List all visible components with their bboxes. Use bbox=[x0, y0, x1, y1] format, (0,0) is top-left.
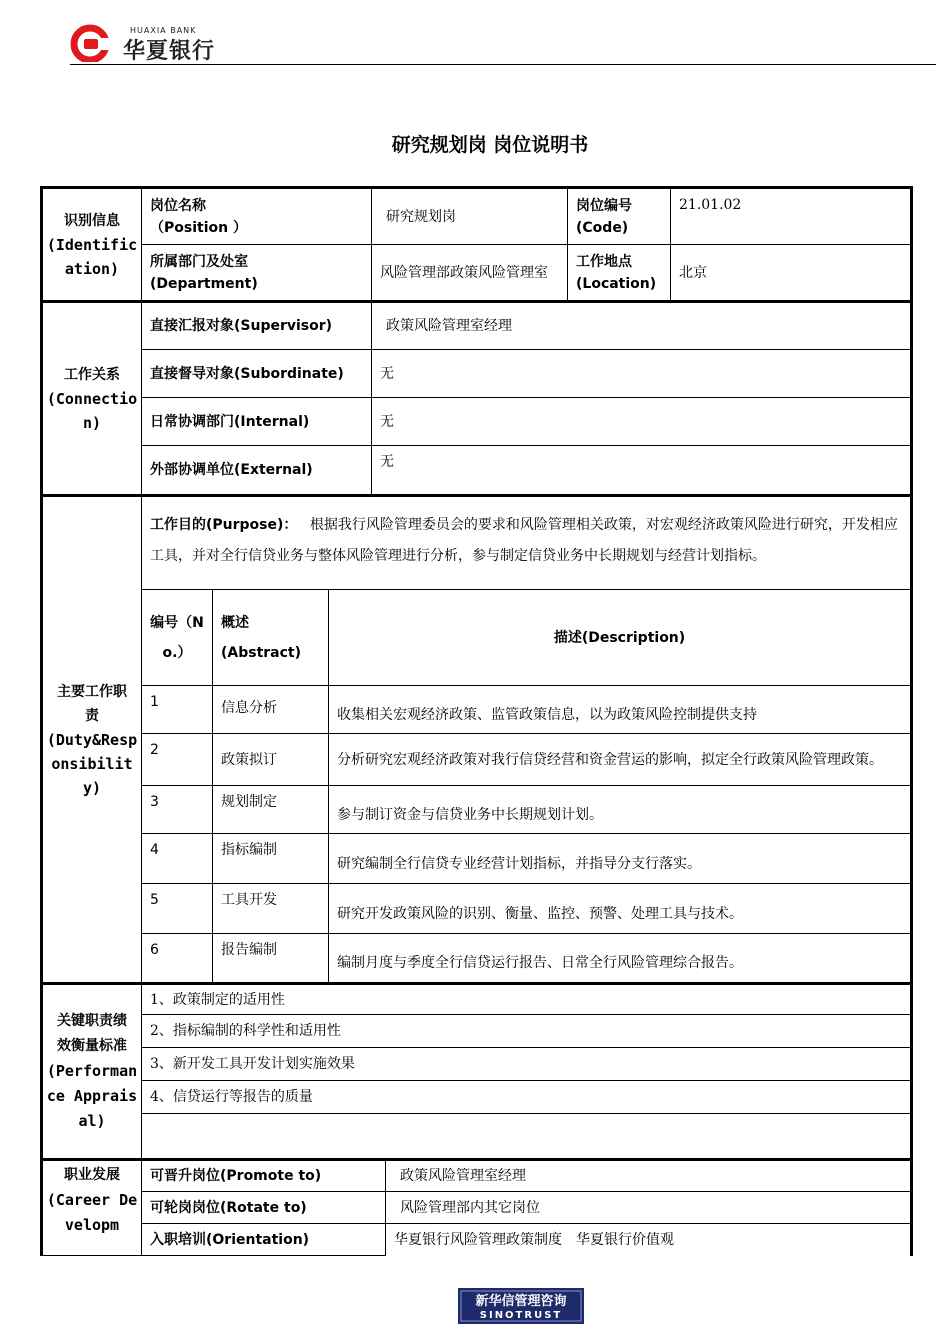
code-label: 岗位编号 (Code) bbox=[568, 188, 671, 245]
identification-side-label: 识别信息 (Identification) bbox=[42, 188, 142, 302]
performance-item: 4、信贷运行等报告的质量 bbox=[142, 1081, 912, 1114]
duty-row: 5 工具开发 研究开发政策风险的识别、衡量、监控、预警、处理工具与技术。 bbox=[42, 884, 912, 934]
col-no-header: 编号（No.） bbox=[142, 590, 213, 686]
duty-row: 4 指标编制 研究编制全行信贷专业经营计划指标，并指导分支行落实。 bbox=[42, 834, 912, 884]
header-divider bbox=[70, 64, 936, 65]
orientation-value: 华夏银行风险管理政策制度 华夏银行价值观 bbox=[386, 1224, 912, 1256]
performance-item: 3、新开发工具开发计划实施效果 bbox=[142, 1048, 912, 1081]
col-desc-header: 描述(Description) bbox=[329, 590, 912, 686]
duty-side-label: 主要工作职责 (Duty&Responsibility) bbox=[42, 496, 142, 984]
position-label: 岗位名称 （Position ） bbox=[142, 188, 372, 245]
dept-label: 所属部门及处室 (Department) bbox=[142, 245, 372, 302]
location-value: 北京 bbox=[671, 245, 912, 302]
external-label: 外部协调单位(External) bbox=[142, 446, 372, 496]
sinotrust-logo bbox=[458, 1288, 584, 1324]
purpose-label: 工作目的(Purpose)： bbox=[150, 517, 298, 533]
location-label: 工作地点 (Location) bbox=[568, 245, 671, 302]
duty-row: 3 规划制定 参与制订资金与信贷业务中长期规划计划。 bbox=[42, 786, 912, 834]
brand-en: HUAXIA BANK bbox=[130, 26, 197, 35]
col-abstract-header: 概述 (Abstract) bbox=[213, 590, 329, 686]
promote-value: 政策风险管理室经理 bbox=[386, 1160, 912, 1192]
performance-section bbox=[40, 982, 910, 1161]
orientation-label: 入职培训(Orientation) bbox=[142, 1224, 386, 1256]
sinotrust-en: SINOTRUST bbox=[479, 1310, 563, 1321]
purpose-cell bbox=[142, 496, 912, 590]
connection-section bbox=[40, 300, 910, 497]
internal-value: 无 bbox=[372, 398, 912, 446]
rotate-value: 风险管理部内其它岗位 bbox=[386, 1192, 912, 1224]
performance-item: 2、指标编制的科学性和适用性 bbox=[142, 1015, 912, 1048]
career-section bbox=[40, 1158, 910, 1256]
performance-item: 1、政策制定的适用性 bbox=[142, 984, 912, 1015]
page-header bbox=[0, 0, 950, 70]
duty-row: 2 政策拟订 分析研究宏观经济政策对我行信贷经营和资金营运的影响，拟定全行政策风险管理政策。 bbox=[42, 734, 912, 786]
subordinate-label: 直接督导对象(Subordinate) bbox=[142, 350, 372, 398]
duty-row: 1 信息分析 收集相关宏观经济政策、监管政策信息，以为政策风险控制提供支持 bbox=[42, 686, 912, 734]
connection-side-label: 工作关系 (Connection) bbox=[42, 302, 142, 496]
rotate-label: 可轮岗岗位(Rotate to) bbox=[142, 1192, 386, 1224]
purpose-text: 根据我行风险管理委员会的要求和风险管理相关政策，对宏观经济政策风险进行研究，开发相应工具，并对全行信贷业务与整体风险管理进行分析，参与制定信贷业务中长期规划与经营计划指标。 bbox=[150, 517, 898, 564]
career-side-label: 职业发展 (Career Developm bbox=[42, 1160, 142, 1256]
duty-section bbox=[40, 494, 910, 985]
page-title: 研究规划岗 岗位说明书 bbox=[391, 134, 589, 156]
sinotrust-cn: 新华信管理咨询 bbox=[475, 1294, 567, 1309]
duty-row: 6 报告编制 编制月度与季度全行信贷运行报告、日常全行风险管理综合报告。 bbox=[42, 934, 912, 984]
supervisor-label: 直接汇报对象(Supervisor) bbox=[142, 302, 372, 350]
code-value: 21.01.02 bbox=[671, 188, 912, 245]
brand-cn: 华夏银行 bbox=[123, 39, 216, 64]
external-value: 无 bbox=[372, 446, 912, 496]
identification-section bbox=[40, 186, 910, 303]
dept-value: 风险管理部政策风险管理室 bbox=[372, 245, 568, 302]
subordinate-value: 无 bbox=[372, 350, 912, 398]
position-value: 研究规划岗 bbox=[372, 188, 568, 245]
huaxia-logo-icon bbox=[70, 24, 110, 62]
internal-label: 日常协调部门(Internal) bbox=[142, 398, 372, 446]
promote-label: 可晋升岗位(Promote to) bbox=[142, 1160, 386, 1192]
supervisor-value: 政策风险管理室经理 bbox=[372, 302, 912, 350]
performance-empty bbox=[142, 1114, 912, 1160]
performance-side-label: 关键职责绩效衡量标准 (Performance Appraisal) bbox=[42, 984, 142, 1160]
